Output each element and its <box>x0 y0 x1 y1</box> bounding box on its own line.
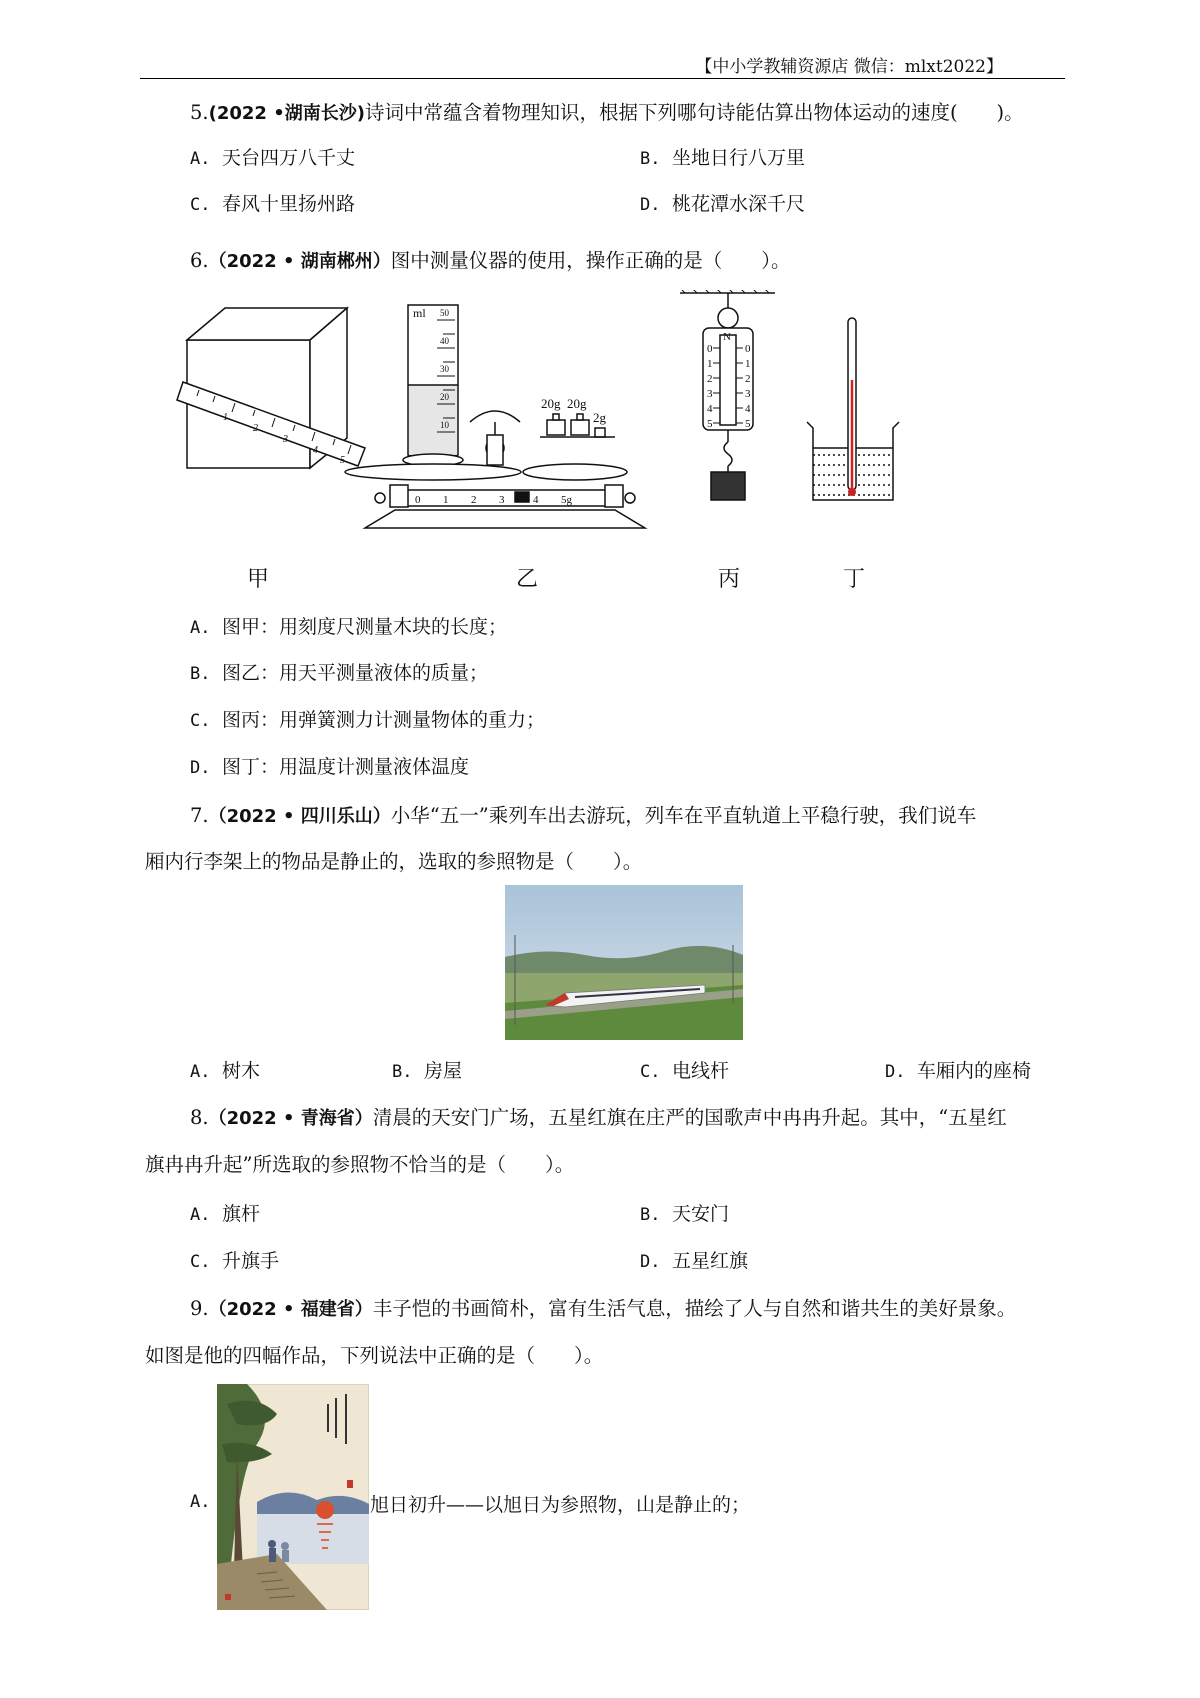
question-text: 小华“五一”乘列车出去游玩，列车在平直轨道上平稳行驶，我们说车 <box>390 804 977 827</box>
spring-unit: N <box>723 331 731 343</box>
question-text: 清晨的天安门广场，五星红旗在庄严的国歌声中冉冉升起。其中，“五星红 <box>372 1106 1007 1129</box>
spring-tick: 3 <box>707 388 713 400</box>
ruler-tick: 2 <box>253 423 258 434</box>
spring-tick: 4 <box>707 403 713 415</box>
question-number: 5. <box>190 101 209 124</box>
q6-option-a: A. 图甲：用刻度尺测量木块的长度； <box>190 616 508 638</box>
question-text: 丰子恺的书画简朴，富有生活气息，描绘了人与自然和谐共生的美好景象。 <box>372 1297 1017 1320</box>
q9-option-a-letter: A. <box>190 1492 211 1512</box>
question-5 <box>190 97 1024 125</box>
q8-option-b: B. 天安门 <box>640 1203 730 1225</box>
q7-option-c: C. 电线杆 <box>640 1060 730 1082</box>
question-9-continued: 如图是他的四幅作品，下列说法中正确的是（ ）。 <box>145 1344 604 1367</box>
spring-tick: 5 <box>745 418 751 430</box>
cylinder-tick: 50 <box>440 308 449 318</box>
q8-option-a: A. 旗杆 <box>190 1203 261 1225</box>
cylinder-tick: 10 <box>440 420 449 430</box>
q9-option-a-text: 旭日初升——以旭日为参照物，山是静止的； <box>370 1494 751 1516</box>
beam-scale-tick: 1 <box>443 494 449 506</box>
beam-scale-tick: 4 <box>533 494 539 506</box>
measuring-instruments-figure <box>175 290 995 535</box>
figure-caption-bing: 丙 <box>718 567 741 592</box>
spring-tick: 3 <box>745 388 751 400</box>
q5-option-b: B. 坐地日行八万里 <box>640 147 806 169</box>
q5-option-c: C. 春风十里扬州路 <box>190 193 356 215</box>
spring-tick: 1 <box>707 358 713 370</box>
question-number: 9. <box>190 1297 209 1320</box>
q6-option-c: C. 图丙：用弹簧测力计测量物体的重力； <box>190 709 546 731</box>
question-source: （2022 • 青海省） <box>208 1108 373 1129</box>
question-8-continued: 旗冉冉升起”所选取的参照物不恰当的是（ ）。 <box>145 1153 575 1176</box>
weight-label: 2g <box>593 410 606 425</box>
weight-label: 20g <box>541 396 561 411</box>
spring-tick: 4 <box>745 403 751 415</box>
spring-tick: 2 <box>745 373 751 385</box>
q8-option-c: C. 升旗手 <box>190 1250 280 1272</box>
question-source: （2022 • 四川乐山） <box>208 806 391 827</box>
thermometer-in-beaker <box>807 318 899 500</box>
beam-scale-tick: 2 <box>471 494 477 506</box>
question-8 <box>190 1102 1007 1130</box>
cylinder-tick: 40 <box>440 336 449 346</box>
figure-caption-jia: 甲 <box>247 567 270 592</box>
spring-tick: 0 <box>707 343 713 355</box>
cylinder-unit: ml <box>413 306 426 320</box>
q6-option-d: D. 图丁：用温度计测量液体温度 <box>190 756 470 778</box>
beam-scale-tick: 0 <box>415 494 421 506</box>
question-number: 8. <box>190 1106 209 1129</box>
ruler-tick: 3 <box>283 434 288 445</box>
q7-option-d: D. 车厢内的座椅 <box>885 1060 1032 1082</box>
cylinder-tick: 30 <box>440 364 449 374</box>
question-text: 图中测量仪器的使用，操作正确的是（ ）。 <box>390 249 791 272</box>
page-header <box>140 50 1065 79</box>
q5-option-a: A. 天台四万八千丈 <box>190 147 356 169</box>
weight-label: 20g <box>567 396 587 411</box>
ruler-tick: 5 <box>340 455 345 466</box>
question-text: 诗词中常蕴含着物理知识，根据下列哪句诗能估算出物体运动的速度( )。 <box>364 101 1024 124</box>
cylinder-tick: 20 <box>440 392 449 402</box>
spring-tick: 2 <box>707 373 713 385</box>
ruler-tick: 1 <box>223 412 228 423</box>
spring-scale <box>679 290 775 500</box>
question-source: （2022 • 湖南郴州） <box>208 251 391 272</box>
q7-option-b: B. 房屋 <box>392 1060 463 1082</box>
question-number: 6. <box>190 249 209 272</box>
beam-scale-tick: 3 <box>499 494 505 506</box>
painting-sunrise <box>217 1384 369 1610</box>
q5-option-d: D. 桃花潭水深千尺 <box>640 193 806 215</box>
question-7 <box>190 800 976 828</box>
beam-scale-tick: 5g <box>561 494 572 506</box>
q7-option-a: A. 树木 <box>190 1060 261 1082</box>
figure-caption-ding: 丁 <box>843 567 866 592</box>
spring-tick: 1 <box>745 358 751 370</box>
block-with-ruler <box>177 308 365 468</box>
ruler-tick: 4 <box>313 445 318 456</box>
header-text: 【中小学教辅资源店 微信：mlxt2022】 <box>695 57 1003 77</box>
q8-option-d: D. 五星红旗 <box>640 1250 749 1272</box>
question-7-continued: 厢内行李架上的物品是静止的，选取的参照物是（ ）。 <box>145 850 643 873</box>
question-source: (2022 •湖南长沙) <box>208 103 365 124</box>
spring-tick: 0 <box>745 343 751 355</box>
question-9 <box>190 1293 1016 1321</box>
q6-option-b: B. 图乙：用天平测量液体的质量； <box>190 662 489 684</box>
train-photo <box>505 885 743 1040</box>
spring-tick: 5 <box>707 418 713 430</box>
question-6 <box>190 245 791 273</box>
figure-caption-yi: 乙 <box>516 567 539 592</box>
question-number: 7. <box>190 804 209 827</box>
question-source: （2022 • 福建省） <box>208 1299 373 1320</box>
